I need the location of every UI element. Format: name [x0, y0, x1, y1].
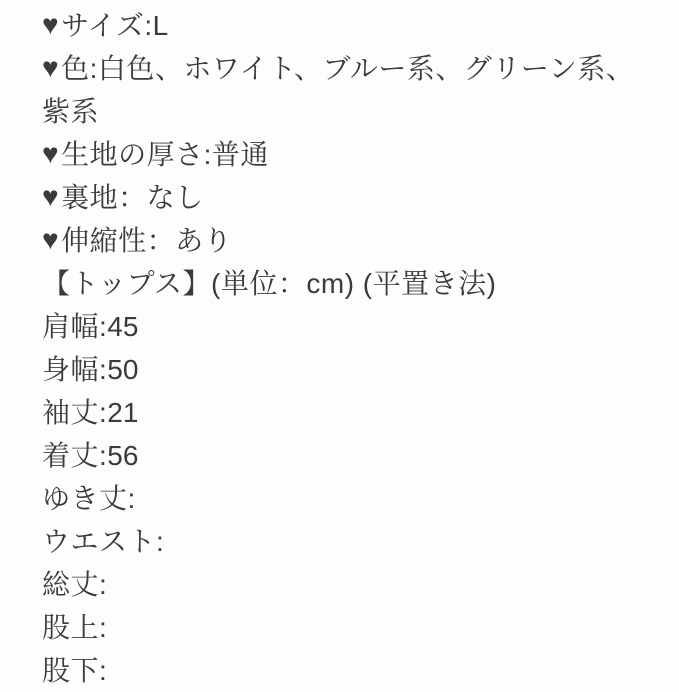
heart-icon: ♥ [42, 138, 60, 169]
measurement-garment-length [42, 434, 639, 477]
measurement-label: 総丈 [42, 569, 100, 600]
measurement-value: 45 [107, 311, 139, 342]
colon-separator: : [99, 354, 108, 385]
measurement-yuki-length [42, 477, 639, 520]
colon-separator: : [99, 655, 108, 686]
attribute-color-text: 色:白色、ホワイト、ブルー系、グリーン系、紫系 [42, 53, 635, 127]
size-section-header: 【トップス】(単位：cm) (平置き法) [42, 268, 497, 299]
attribute-stretch-text: 伸縮性：あり [61, 225, 233, 256]
measurement-value: 50 [107, 354, 139, 385]
colon-separator: : [99, 440, 108, 471]
colon-separator: : [99, 311, 108, 342]
heart-icon: ♥ [42, 9, 60, 40]
measurement-value: 56 [107, 440, 139, 471]
attribute-fabric-thickness [42, 133, 639, 176]
colon-separator: : [99, 397, 108, 428]
colon-separator: : [99, 612, 108, 643]
measurement-label: 着丈 [42, 440, 100, 471]
measurement-shoulder-width [42, 305, 639, 348]
heart-icon: ♥ [42, 181, 60, 212]
measurement-waist [42, 520, 639, 563]
attribute-stretch [42, 219, 639, 262]
attribute-size-text: サイズ:L [61, 10, 169, 41]
colon-separator: : [127, 483, 136, 514]
measurement-label: ゆき丈 [42, 483, 128, 514]
colon-separator: : [156, 526, 165, 557]
attribute-fabric-thickness-text: 生地の厚さ:普通 [61, 139, 269, 170]
measurement-label: 身幅 [42, 354, 100, 385]
measurement-label: 股上 [42, 612, 100, 643]
heart-icon: ♥ [42, 224, 60, 255]
measurement-body-width [42, 348, 639, 391]
measurement-sleeve-length [42, 391, 639, 434]
attribute-size [42, 4, 639, 47]
measurement-rise [42, 606, 639, 649]
measurement-value: 21 [107, 397, 139, 428]
measurement-inseam [42, 649, 639, 692]
attribute-color [42, 47, 639, 133]
attribute-lining-text: 裏地：なし [61, 182, 204, 213]
measurement-label: 肩幅 [42, 311, 100, 342]
measurement-label: ウエスト [42, 526, 157, 557]
colon-separator: : [99, 569, 108, 600]
heart-icon: ♥ [42, 52, 60, 83]
measurement-total-length [42, 563, 639, 606]
measurement-label: 袖丈 [42, 397, 100, 428]
attribute-lining [42, 176, 639, 219]
measurement-label: 股下 [42, 655, 100, 686]
